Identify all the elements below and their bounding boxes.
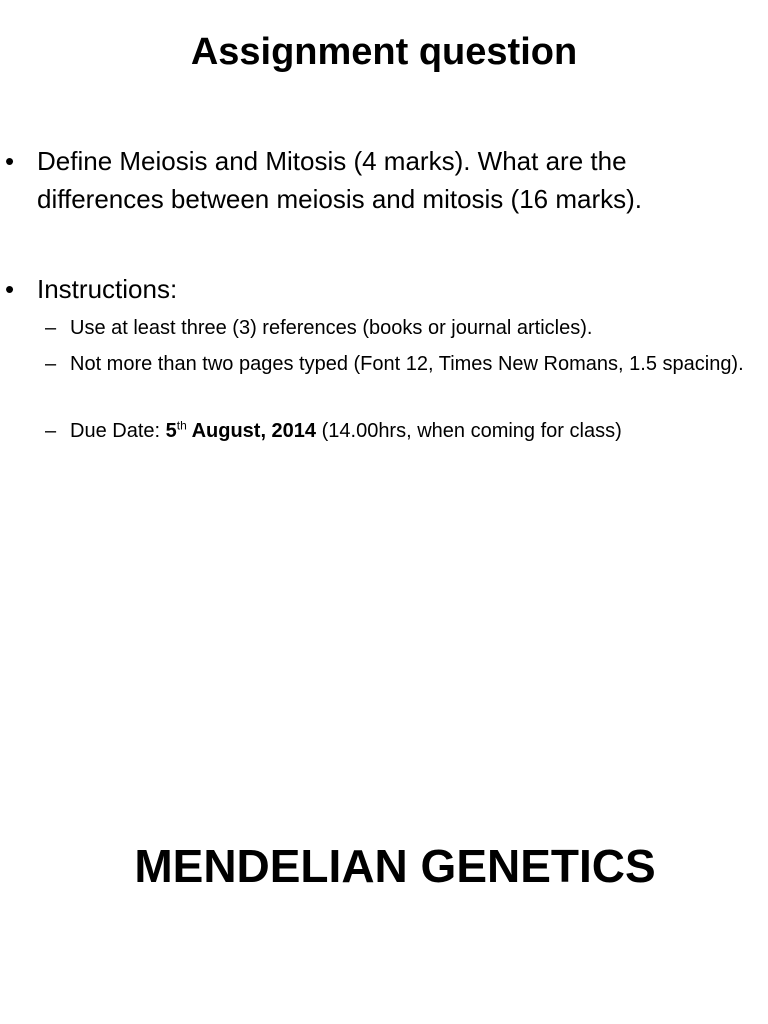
instruction-text: Use at least three (3) references (books or journal articles).	[70, 317, 593, 339]
due-date-label: Due Date:	[70, 420, 166, 442]
section-heading: MENDELIAN GENETICS	[134, 840, 656, 892]
bullet-marker: •	[5, 274, 15, 304]
sub-bullet-marker: –	[45, 317, 57, 339]
bullet-marker: •	[5, 146, 15, 176]
due-date-text	[70, 415, 760, 448]
due-date-suffix: th	[176, 418, 187, 433]
sub-bullet-marker: –	[45, 353, 57, 375]
instructions-label: Instructions:	[37, 274, 178, 304]
question-text: Define Meiosis and Mitosis (4 marks). What are the differences between meiosis and mitosis (16 marks).	[37, 146, 642, 214]
due-date-month-year: August, 2014	[186, 420, 317, 442]
due-date-note: (14.00hrs, when coming for class)	[316, 420, 622, 442]
instruction-text: Not more than two pages typed (Font 12, Times New Romans, 1.5 spacing).	[70, 353, 744, 375]
sub-bullet-marker: –	[45, 420, 57, 442]
slide-title: Assignment question	[190, 31, 578, 73]
due-date-day: 5	[165, 420, 177, 442]
